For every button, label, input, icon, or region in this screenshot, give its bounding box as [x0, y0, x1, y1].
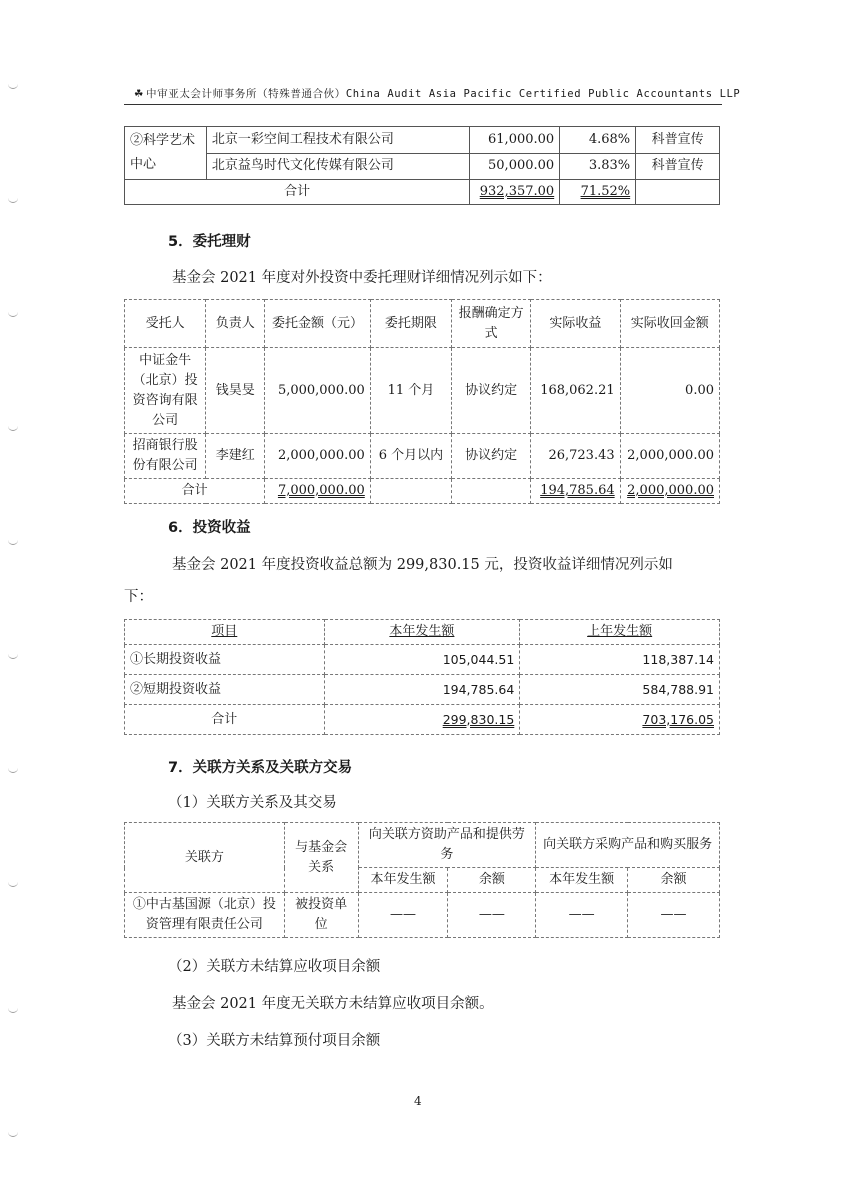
letterhead [134, 86, 741, 101]
section-6-title: 6．投资收益 [168, 520, 251, 536]
binding-mark [8, 880, 18, 887]
trustee-cell: 中证金牛（北京）投资咨询有限公司 [125, 348, 206, 434]
value-cell: —— [628, 893, 720, 938]
section-7-sub2-text: 基金会 2021 年度无关联方未结算应收项目余额。 [172, 996, 494, 1012]
relation-cell: 被投资单位 [284, 893, 358, 938]
recovered-cell: 0.00 [620, 348, 719, 434]
group-header: 向关联方资助产品和提供劳务 [358, 823, 536, 868]
amount-cell: 61,000.00 [470, 127, 560, 154]
empty-cell [370, 479, 451, 504]
ratio-cell: 3.83% [560, 153, 636, 180]
col-header: 与基金会关系 [284, 823, 358, 893]
recipient-name: 北京益鸟时代文化传媒有限公司 [206, 153, 469, 180]
section-7-sub1: （1）关联方关系及其交易 [168, 795, 337, 811]
amount-cell: 2,000,000.00 [265, 434, 371, 479]
page-number: 4 [414, 1094, 422, 1108]
col-header: 负责人 [206, 300, 265, 348]
amount-cell: 50,000.00 [470, 153, 560, 180]
total-ratio: 71.52% [580, 184, 631, 199]
col-header: 实际收回金额 [620, 300, 719, 348]
term-cell: 11 个月 [370, 348, 451, 434]
col-header: 余额 [628, 868, 720, 893]
item-cell: ①长期投资收益 [125, 645, 325, 675]
purpose-cell: 科普宣传 [636, 153, 720, 180]
value-cell: —— [448, 893, 536, 938]
total-income: 194,785.64 [540, 483, 615, 498]
trustee-cell: 招商银行股份有限公司 [125, 434, 206, 479]
firm-logo-icon: ☘ [134, 88, 145, 100]
recovered-cell: 2,000,000.00 [620, 434, 719, 479]
col-header: 报酬确定方式 [452, 300, 531, 348]
col-header: 本年发生额 [358, 868, 448, 893]
binding-mark [8, 766, 18, 773]
ratio-cell: 4.68% [560, 127, 636, 154]
item-cell: ②短期投资收益 [125, 675, 325, 705]
party-cell: ①中古基国源（北京）投资管理有限责任公司 [125, 893, 285, 938]
group-header: 向关联方采购产品和购买服务 [536, 823, 720, 868]
binding-mark [8, 1130, 18, 1137]
section-5-intro: 基金会 2021 年度对外投资中委托理财详细情况列示如下： [172, 270, 552, 286]
empty-cell [452, 479, 531, 504]
term-cell: 6 个月以内 [370, 434, 451, 479]
donation-table-continued [124, 126, 720, 205]
recipient-name: 北京一彩空间工程技术有限公司 [206, 127, 469, 154]
binding-mark [8, 424, 18, 431]
total-amount: 7,000,000.00 [277, 483, 365, 498]
method-cell: 协议约定 [452, 348, 531, 434]
value-cell: —— [536, 893, 628, 938]
binding-mark [8, 82, 18, 89]
related-party-table [124, 822, 720, 938]
total-recovered: 2,000,000.00 [627, 483, 714, 498]
total-label: 合计 [125, 705, 325, 735]
col-header: 受托人 [125, 300, 206, 348]
income-cell: 26,723.43 [531, 434, 620, 479]
letterhead-text: 中审亚太会计师事务所（特殊普通合伙）China Audit Asia Pacific Certified Public Accountants LLP [146, 88, 741, 100]
total-label: 合计 [125, 180, 470, 205]
manager-cell: 李建红 [206, 434, 265, 479]
section-7-title: 7．关联方关系及关联方交易 [168, 760, 353, 776]
total-amount: 932,357.00 [479, 184, 555, 199]
section-7-sub3: （3）关联方未结算预付项目余额 [168, 1033, 381, 1049]
col-header: 实际收益 [531, 300, 620, 348]
manager-cell: 钱昊旻 [206, 348, 265, 434]
method-cell: 协议约定 [452, 434, 531, 479]
section-6-intro-line1: 基金会 2021 年度投资收益总额为 299,830.15 元，投资收益详细情况列示如 [172, 557, 673, 573]
prior-cell: 584,788.91 [520, 675, 720, 705]
col-header: 本年发生额 [536, 868, 628, 893]
binding-mark [8, 1006, 18, 1013]
purpose-cell: 科普宣传 [636, 127, 720, 154]
binding-mark [8, 310, 18, 317]
empty-cell [636, 180, 720, 205]
binding-mark [8, 196, 18, 203]
prior-cell: 118,387.14 [520, 645, 720, 675]
entrusted-finance-table [124, 299, 720, 504]
col-header: 委托期限 [370, 300, 451, 348]
section-6-intro-line2: 下： [124, 589, 153, 605]
binding-mark [8, 538, 18, 545]
section-7-sub2: （2）关联方未结算应收项目余额 [168, 959, 381, 975]
amount-cell: 5,000,000.00 [265, 348, 371, 434]
total-label: 合计 [125, 479, 265, 504]
group-cell: ②科学艺术中心 [125, 127, 207, 180]
col-header: 委托金额（元） [265, 300, 371, 348]
col-header: 余额 [448, 868, 536, 893]
total-current: 299,830.15 [442, 711, 515, 727]
binding-mark [8, 652, 18, 659]
income-cell: 168,062.21 [531, 348, 620, 434]
value-cell: —— [358, 893, 448, 938]
col-header: 本年发生额 [389, 624, 455, 639]
col-header: 上年发生额 [587, 624, 653, 639]
current-cell: 194,785.64 [324, 675, 520, 705]
col-header: 项目 [211, 624, 238, 639]
total-prior: 703,176.05 [642, 711, 714, 727]
investment-income-table [124, 619, 720, 735]
header-rule [124, 104, 722, 105]
section-5-title: 5．委托理财 [168, 234, 251, 250]
col-header: 关联方 [125, 823, 285, 893]
current-cell: 105,044.51 [324, 645, 520, 675]
